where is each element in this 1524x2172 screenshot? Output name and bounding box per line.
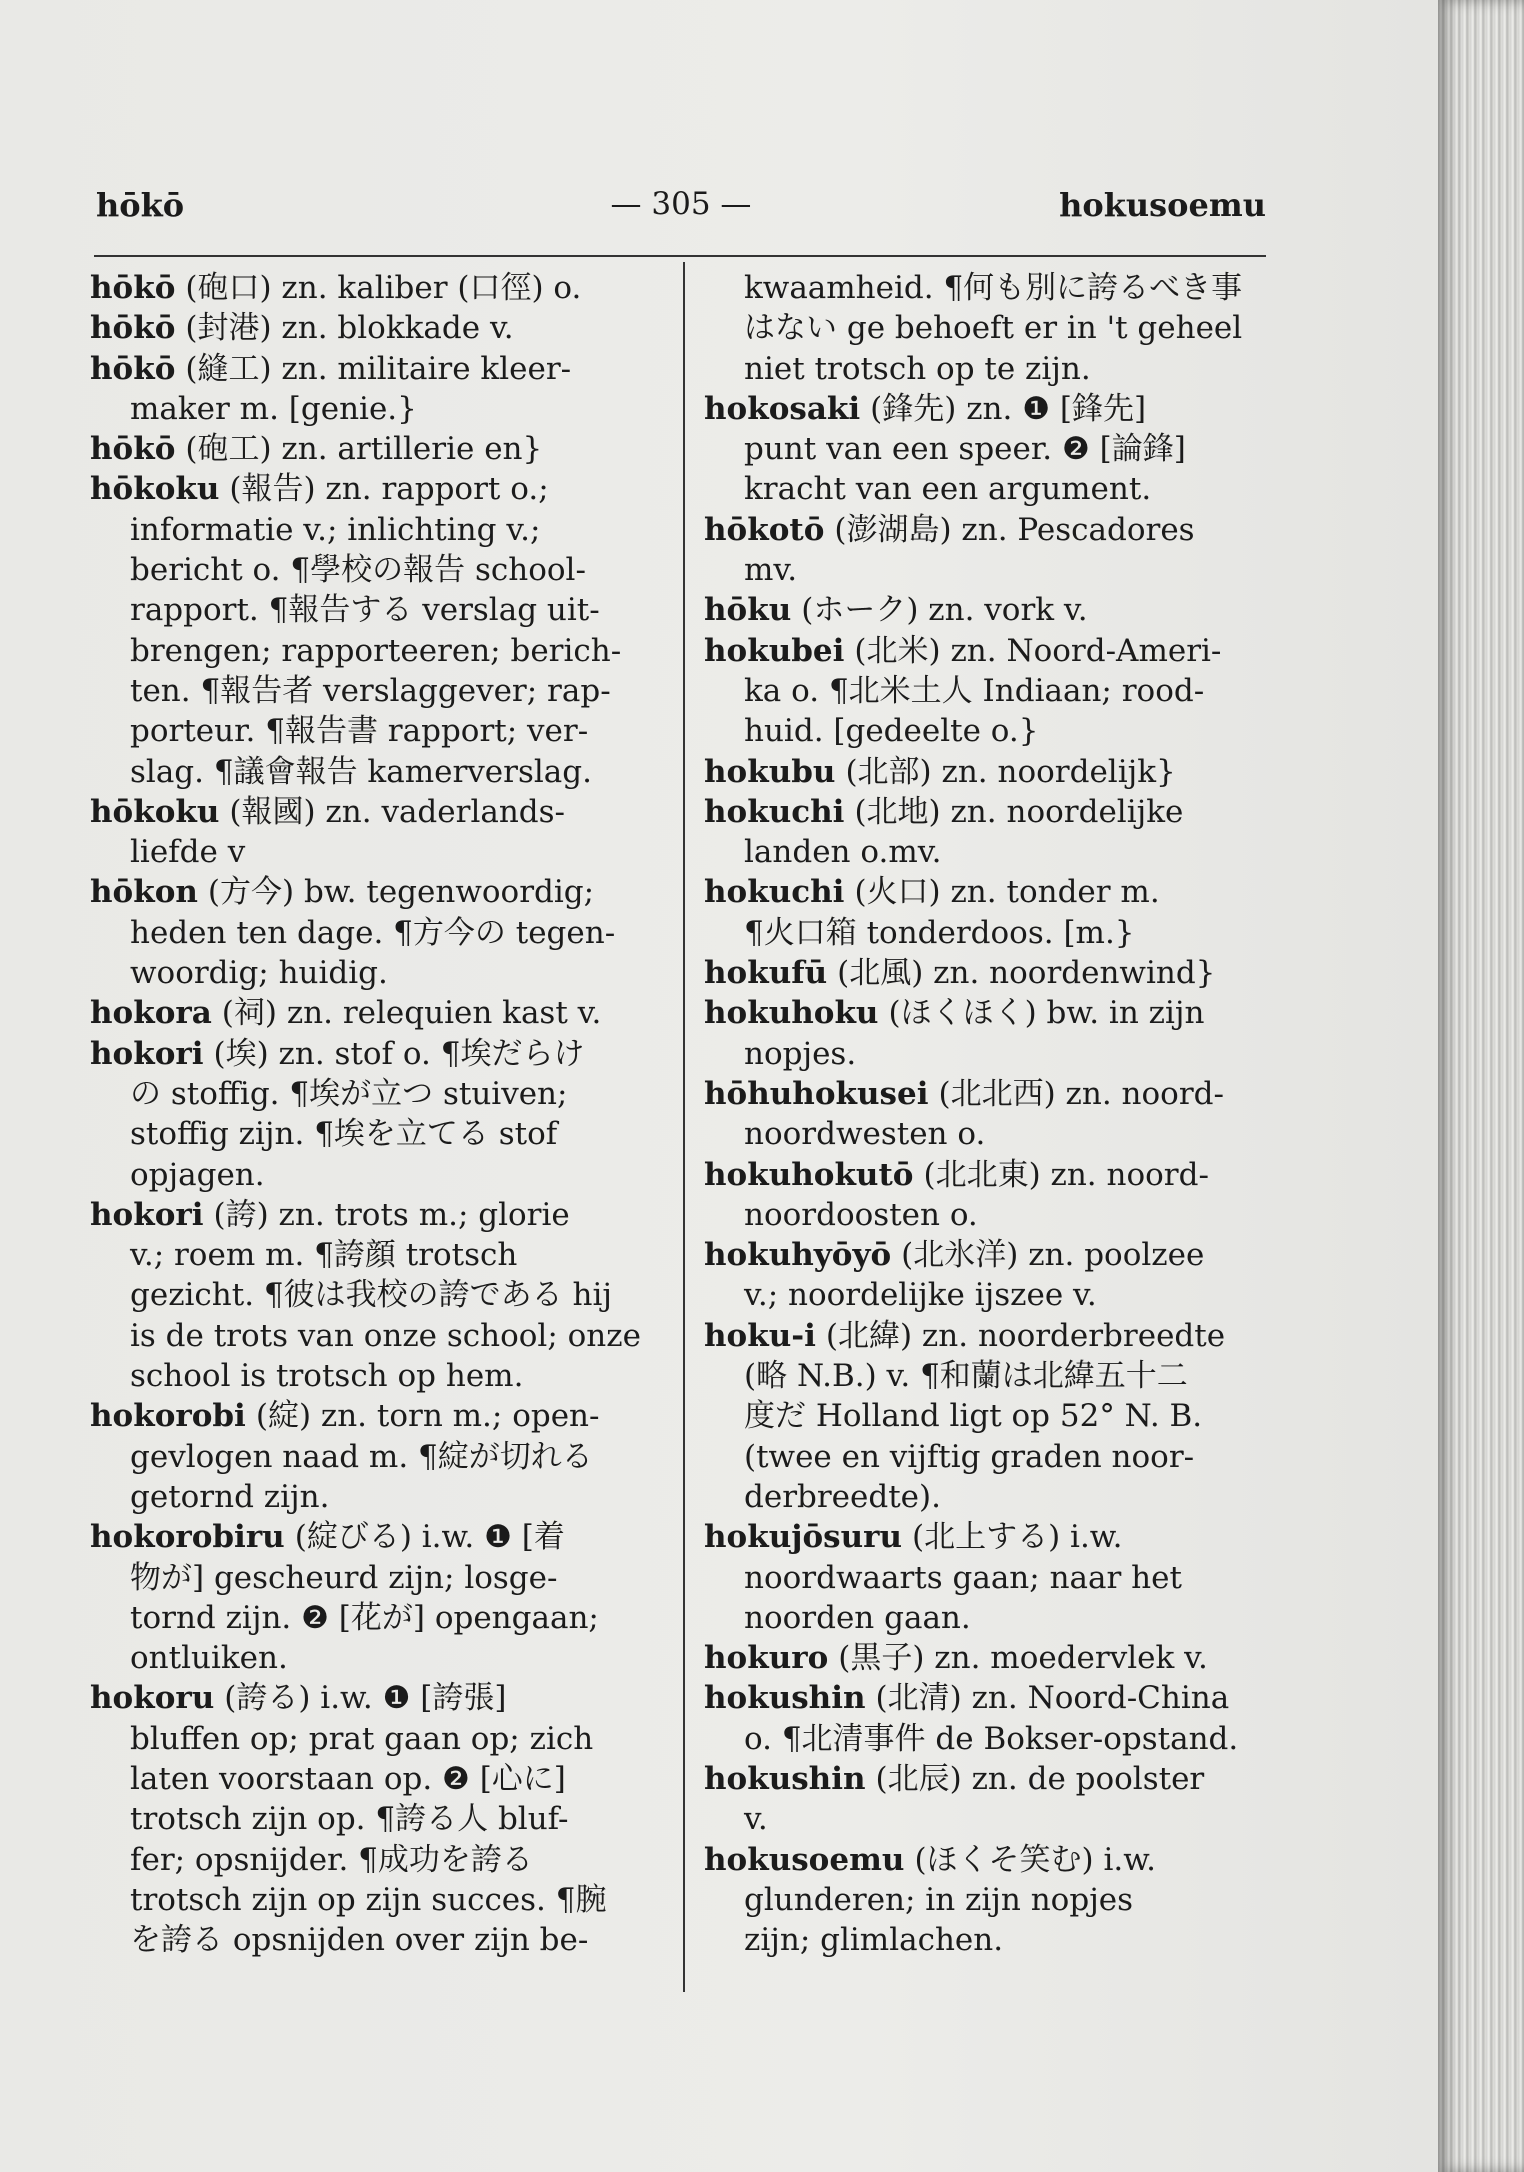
dictionary-entry-line bbox=[704, 993, 1274, 1033]
headword: hōkon bbox=[90, 874, 198, 911]
continuation-line bbox=[704, 1799, 1274, 1839]
dictionary-entry-line bbox=[704, 510, 1274, 550]
continuation-line bbox=[704, 1396, 1274, 1436]
entry-text: (北風) zn. noordenwind} bbox=[837, 955, 1216, 992]
continuation-line bbox=[704, 429, 1274, 469]
entry-text: liefde v bbox=[130, 834, 246, 871]
entry-text: rapport. ¶報告する verslag uit- bbox=[130, 592, 600, 629]
entry-text: (綻びる) i.w. ❶ [着 bbox=[294, 1519, 565, 1556]
dictionary-entry-line bbox=[704, 631, 1274, 671]
entry-text: (方今) bw. tegenwoordig; bbox=[207, 874, 595, 911]
headword: hōkō bbox=[90, 310, 176, 347]
entry-text: huid. [gedeelte o.} bbox=[744, 713, 1039, 750]
entry-text: (報告) zn. rapport o.; bbox=[229, 471, 549, 508]
headword: hōkō bbox=[90, 431, 176, 468]
continuation-line bbox=[90, 1638, 665, 1678]
entry-text: zijn; glimlachen. bbox=[744, 1922, 1004, 1959]
entry-text: school is trotsch op hem. bbox=[130, 1358, 524, 1395]
dictionary-entry-line bbox=[704, 1638, 1274, 1678]
dictionary-entry-line bbox=[90, 469, 665, 509]
entry-text: noorden gaan. bbox=[744, 1599, 971, 1636]
entry-text: (北上する) i.w. bbox=[912, 1519, 1123, 1556]
entry-text: (砲口) zn. kaliber (口徑) o. bbox=[185, 270, 582, 306]
entry-text: gezicht. ¶彼は我校の誇である hij bbox=[130, 1277, 612, 1314]
entry-text: opjagen. bbox=[130, 1156, 265, 1193]
column-divider bbox=[683, 262, 685, 1992]
dictionary-entry-line bbox=[704, 389, 1274, 429]
dictionary-entry-line bbox=[704, 1759, 1274, 1799]
continuation-line bbox=[704, 1558, 1274, 1598]
continuation-line bbox=[90, 1275, 665, 1315]
continuation-line bbox=[704, 1034, 1274, 1074]
dictionary-entry-line bbox=[704, 1074, 1274, 1114]
continuation-line bbox=[90, 1598, 665, 1638]
entry-text: getornd zijn. bbox=[130, 1478, 330, 1515]
headword: hokushin bbox=[704, 1760, 866, 1797]
dictionary-entry-line bbox=[704, 1235, 1274, 1275]
entry-text: kwaamheid. ¶何も別に誇るべき事 bbox=[744, 270, 1243, 306]
entry-text: (縫工) zn. militaire kleer- bbox=[185, 350, 572, 387]
entry-text: landen o.mv. bbox=[744, 834, 942, 871]
headword: hokorobiru bbox=[90, 1519, 285, 1556]
page-header bbox=[96, 186, 1266, 236]
dictionary-entry-line bbox=[704, 792, 1274, 832]
dictionary-entry-line bbox=[704, 1517, 1274, 1557]
continuation-line bbox=[90, 1558, 665, 1598]
header-left-guide-word: hōkō bbox=[96, 186, 185, 224]
continuation-line bbox=[704, 711, 1274, 751]
continuation-line bbox=[90, 1477, 665, 1517]
continuation-line bbox=[90, 550, 665, 590]
headword: hokora bbox=[90, 995, 212, 1032]
entry-text: slag. ¶議會報告 kamerverslag. bbox=[130, 753, 592, 790]
continuation-line bbox=[704, 1114, 1274, 1154]
entry-text: (綻) zn. torn m.; open- bbox=[255, 1398, 600, 1435]
continuation-line bbox=[90, 953, 665, 993]
continuation-line bbox=[90, 1235, 665, 1275]
dictionary-entry-line bbox=[90, 429, 665, 469]
dictionary-entry-line bbox=[90, 308, 665, 348]
continuation-line bbox=[704, 1598, 1274, 1638]
continuation-line bbox=[90, 1356, 665, 1396]
continuation-line bbox=[704, 913, 1274, 953]
entry-text: fer; opsnijder. ¶成功を誇る bbox=[130, 1841, 533, 1878]
dictionary-entry-line bbox=[90, 1396, 665, 1436]
continuation-line bbox=[90, 631, 665, 671]
headword: hoku-i bbox=[704, 1317, 816, 1354]
headword: hokubei bbox=[704, 632, 845, 669]
dictionary-entry-line bbox=[90, 268, 665, 308]
entry-text: mv. bbox=[744, 552, 798, 589]
headword: hōhuhokusei bbox=[704, 1075, 929, 1112]
entry-text: (北地) zn. noordelijke bbox=[854, 793, 1184, 830]
entry-text: 物が] gescheurd zijn; losge- bbox=[130, 1559, 558, 1596]
continuation-line bbox=[704, 308, 1274, 348]
entry-text: (報國) zn. vaderlands- bbox=[229, 793, 566, 830]
entry-text: (埃) zn. stof o. ¶埃だらけ bbox=[213, 1035, 585, 1072]
continuation-line bbox=[704, 1920, 1274, 1960]
entry-text: noordwaarts gaan; naar het bbox=[744, 1559, 1182, 1596]
entry-text: (火口) zn. tonder m. bbox=[854, 874, 1160, 911]
continuation-line bbox=[704, 832, 1274, 872]
headword: hokuhokutō bbox=[704, 1156, 914, 1193]
headword: hokufū bbox=[704, 955, 828, 992]
entry-text: (鋒先) zn. ❶ [鋒先] bbox=[870, 390, 1147, 427]
headword: hokuhoku bbox=[704, 995, 879, 1032]
continuation-line bbox=[90, 510, 665, 550]
entry-text: noordoosten o. bbox=[744, 1196, 978, 1233]
left-column bbox=[90, 268, 665, 1960]
dictionary-entry-line bbox=[90, 1517, 665, 1557]
headword: hōkoku bbox=[90, 793, 220, 830]
entry-text: o. ¶北清事件 de Bokser-opstand. bbox=[744, 1720, 1239, 1757]
entry-text: niet trotsch op te zijn. bbox=[744, 350, 1091, 387]
dictionary-entry-line bbox=[90, 1034, 665, 1074]
continuation-line bbox=[704, 1356, 1274, 1396]
entry-text: (封港) zn. blokkade v. bbox=[185, 310, 514, 347]
entry-text: v.; noordelijke ijszee v. bbox=[744, 1277, 1097, 1314]
entry-text: bluffen op; prat gaan op; zich bbox=[130, 1720, 594, 1757]
entry-text: glunderen; in zijn nopjes bbox=[744, 1881, 1134, 1918]
header-rule bbox=[94, 255, 1266, 257]
headword: hokuchi bbox=[704, 793, 845, 830]
continuation-line bbox=[704, 1275, 1274, 1315]
entry-text: woordig; huidig. bbox=[130, 955, 388, 992]
entry-text: (北氷洋) zn. poolzee bbox=[901, 1237, 1205, 1274]
dictionary-entry-line bbox=[704, 953, 1274, 993]
continuation-line bbox=[90, 389, 665, 429]
entry-text: (誇) zn. trots m.; glorie bbox=[213, 1196, 570, 1233]
entry-text: brengen; rapporteeren; berich- bbox=[130, 632, 622, 669]
continuation-line bbox=[704, 1195, 1274, 1235]
entry-text: punt van een speer. ❷ [論鋒] bbox=[744, 431, 1186, 468]
continuation-line bbox=[90, 711, 665, 751]
entry-text: heden ten dage. ¶方今の tegen- bbox=[130, 914, 616, 951]
entry-text: stoffig zijn. ¶埃を立てる stof bbox=[130, 1116, 558, 1153]
headword: hōkō bbox=[90, 350, 176, 387]
headword: hōku bbox=[704, 592, 792, 629]
dictionary-entry-line bbox=[704, 1840, 1274, 1880]
continuation-line bbox=[90, 1759, 665, 1799]
entry-text: (ほくほく) bw. in zijn bbox=[888, 995, 1205, 1032]
headword: hokosaki bbox=[704, 390, 861, 427]
continuation-line bbox=[90, 1316, 665, 1356]
entry-text: (ホーク) zn. vork v. bbox=[801, 592, 1088, 629]
entry-text: is de trots van onze school; onze bbox=[130, 1317, 641, 1354]
headword: hokorobi bbox=[90, 1398, 246, 1435]
entry-text: trotsch zijn op zijn succes. ¶腕 bbox=[130, 1881, 607, 1918]
entry-text: を誇る opsnijden over zijn be- bbox=[130, 1922, 589, 1959]
continuation-line bbox=[90, 1920, 665, 1960]
continuation-line bbox=[90, 671, 665, 711]
entry-text: (北北西) zn. noord- bbox=[938, 1075, 1224, 1112]
continuation-line bbox=[90, 1437, 665, 1477]
dictionary-entry-line bbox=[90, 1678, 665, 1718]
headword: hokuchi bbox=[704, 874, 845, 911]
continuation-line bbox=[704, 671, 1274, 711]
headword: hokuhyōyō bbox=[704, 1237, 892, 1274]
dictionary-entry-line bbox=[90, 872, 665, 912]
headword: hōkoku bbox=[90, 471, 220, 508]
continuation-line bbox=[90, 590, 665, 630]
entry-text: porteur. ¶報告書 rapport; ver- bbox=[130, 713, 589, 750]
dictionary-entry-line bbox=[704, 872, 1274, 912]
entry-text: (北部) zn. noordelijk} bbox=[845, 753, 1176, 790]
entry-text: (誇る) i.w. ❶ [誇張] bbox=[224, 1680, 507, 1717]
dictionary-entry-line bbox=[90, 792, 665, 832]
dictionary-entry-line bbox=[704, 1678, 1274, 1718]
entry-text: laten voorstaan op. ❷ [心に] bbox=[130, 1760, 566, 1797]
dictionary-entry-line bbox=[704, 1316, 1274, 1356]
entry-text: v. bbox=[744, 1801, 768, 1838]
entry-text: bericht o. ¶學校の報告 school- bbox=[130, 552, 586, 589]
entry-text: (澎湖島) zn. Pescadores bbox=[834, 511, 1195, 548]
entry-text: informatie v.; inlichting v.; bbox=[130, 511, 541, 548]
headword: hokuro bbox=[704, 1640, 829, 1677]
right-column bbox=[704, 268, 1274, 1960]
continuation-line bbox=[90, 1114, 665, 1154]
headword: hōkotō bbox=[704, 511, 825, 548]
continuation-line bbox=[704, 1719, 1274, 1759]
continuation-line bbox=[90, 913, 665, 953]
headword: hokujōsuru bbox=[704, 1519, 902, 1556]
headword: hokori bbox=[90, 1035, 204, 1072]
continuation-line bbox=[90, 752, 665, 792]
headword: hōkō bbox=[90, 270, 176, 306]
entry-text: (祠) zn. relequien kast v. bbox=[221, 995, 602, 1032]
continuation-line bbox=[90, 1719, 665, 1759]
entry-text: (ほくそ笑む) i.w. bbox=[914, 1841, 1156, 1878]
entry-text: nopjes. bbox=[744, 1035, 857, 1072]
continuation-line bbox=[90, 1840, 665, 1880]
entry-text: maker m. [genie.} bbox=[130, 390, 417, 427]
entry-text: v.; roem m. ¶誇顔 trotsch bbox=[130, 1237, 518, 1274]
entry-text: (北辰) zn. de poolster bbox=[875, 1760, 1205, 1797]
entry-text: (砲工) zn. artillerie en} bbox=[185, 431, 543, 468]
entry-text: tornd zijn. ❷ [花が] opengaan; bbox=[130, 1599, 599, 1636]
page-number: — 305 — bbox=[610, 186, 752, 222]
entry-text: derbreedte). bbox=[744, 1478, 941, 1515]
continuation-line bbox=[704, 268, 1274, 308]
entry-text: はない ge behoeft er in 't geheel bbox=[744, 310, 1243, 347]
entry-text: ten. ¶報告者 verslaggever; rap- bbox=[130, 672, 611, 709]
continuation-line bbox=[90, 1155, 665, 1195]
continuation-line bbox=[704, 550, 1274, 590]
continuation-line bbox=[90, 1799, 665, 1839]
entry-text: 度だ Holland ligt op 52° N. B. bbox=[744, 1398, 1203, 1435]
headword: hokushin bbox=[704, 1680, 866, 1717]
headword: hokubu bbox=[704, 753, 836, 790]
dictionary-entry-line bbox=[90, 993, 665, 1033]
entry-text: ka o. ¶北米土人 Indiaan; rood- bbox=[744, 672, 1205, 709]
entry-text: kracht van een argument. bbox=[744, 471, 1152, 508]
dictionary-entry-line bbox=[704, 752, 1274, 792]
continuation-line bbox=[704, 1880, 1274, 1920]
entry-text: (twee en vijftig graden noor- bbox=[744, 1438, 1195, 1475]
dictionary-entry-line bbox=[90, 1195, 665, 1235]
headword: hokoru bbox=[90, 1680, 215, 1717]
book-page-edges bbox=[1438, 0, 1524, 2172]
entry-text: gevlogen naad m. ¶綻が切れる bbox=[130, 1438, 593, 1475]
entry-text: (北清) zn. Noord-China bbox=[875, 1680, 1230, 1717]
continuation-line bbox=[90, 1880, 665, 1920]
entry-text: (北米) zn. Noord-Ameri- bbox=[854, 632, 1222, 669]
dictionary-entry-line bbox=[704, 1155, 1274, 1195]
continuation-line bbox=[704, 349, 1274, 389]
continuation-line bbox=[90, 1074, 665, 1114]
entry-text: (略 N.B.) v. ¶和蘭は北緯五十二 bbox=[744, 1358, 1188, 1395]
continuation-line bbox=[704, 1437, 1274, 1477]
entry-text: ¶火口箱 tonderdoos. [m.} bbox=[744, 914, 1135, 951]
entry-text: (北北東) zn. noord- bbox=[923, 1156, 1209, 1193]
continuation-line bbox=[90, 832, 665, 872]
headword: hokori bbox=[90, 1196, 204, 1233]
header-right-guide-word: hokusoemu bbox=[1059, 186, 1266, 224]
dictionary-entry-line bbox=[90, 349, 665, 389]
entry-text: trotsch zijn op. ¶誇る人 bluf- bbox=[130, 1801, 569, 1838]
dictionary-entry-line bbox=[704, 590, 1274, 630]
entry-text: noordwesten o. bbox=[744, 1116, 986, 1153]
entry-text: (黒子) zn. moedervlek v. bbox=[838, 1640, 1208, 1677]
entry-text: ontluiken. bbox=[130, 1640, 288, 1677]
entry-text: (北緯) zn. noorderbreedte bbox=[825, 1317, 1226, 1354]
continuation-line bbox=[704, 469, 1274, 509]
headword: hokusoemu bbox=[704, 1841, 905, 1878]
continuation-line bbox=[704, 1477, 1274, 1517]
entry-text: の stoffig. ¶埃が立つ stuiven; bbox=[130, 1075, 568, 1112]
